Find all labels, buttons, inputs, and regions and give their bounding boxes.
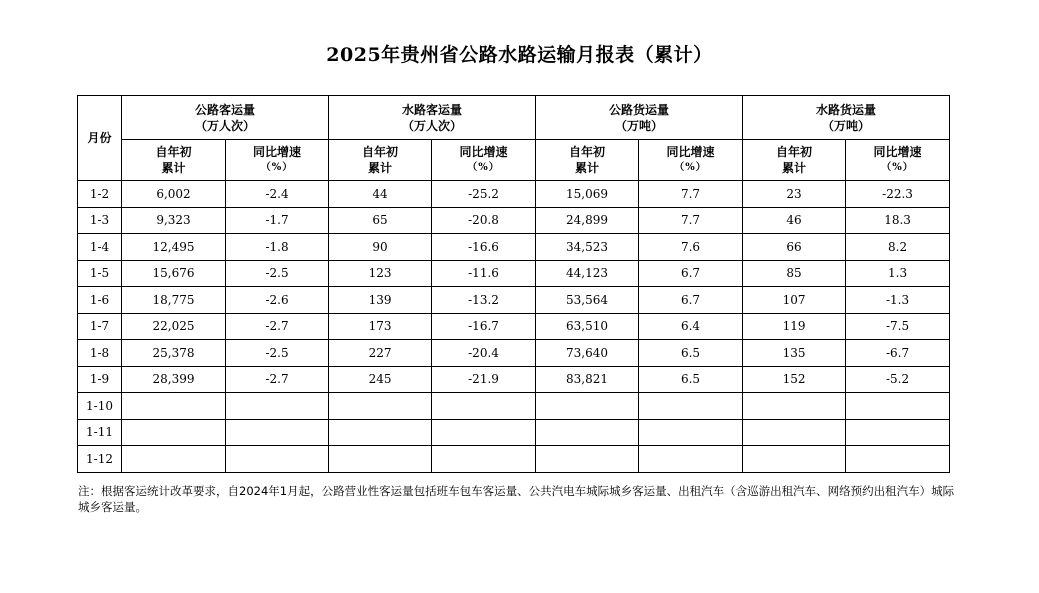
cumulative-cell: 44: [329, 181, 432, 208]
table-row: [78, 181, 950, 208]
group-name: 公路客运量: [195, 102, 256, 117]
cumulative-cell: 15,069: [536, 181, 639, 208]
cumulative-cell: 135: [743, 340, 846, 367]
month-cell: 1-7: [78, 313, 122, 340]
month-cell: 1-5: [78, 260, 122, 287]
transport-report-table: [77, 95, 950, 473]
yoy-cell: [846, 393, 950, 420]
month-cell: 1-9: [78, 366, 122, 393]
cumulative-cell: 123: [329, 260, 432, 287]
yoy-cell: 6.5: [639, 340, 743, 367]
yoy-cell: -7.5: [846, 313, 950, 340]
yoy-cell: 6.4: [639, 313, 743, 340]
yoy-cell: -20.4: [432, 340, 536, 367]
yoy-cell: -13.2: [432, 287, 536, 314]
yoy-cell: [639, 446, 743, 473]
table-row: [78, 366, 950, 393]
yoy-cell: 7.7: [639, 181, 743, 208]
group-unit: （万人次）: [195, 118, 256, 133]
cumulative-cell: [743, 446, 846, 473]
month-cell: 1-3: [78, 207, 122, 234]
cumulative-cell: [122, 446, 226, 473]
table-row: [78, 393, 950, 420]
group-unit: （万人次）: [402, 118, 463, 133]
footnote: 注：根据客运统计改革要求，自2024年1月起，公路营业性客运量包括班车包车客运量、公共汽电车城际城乡客运量、出租汽车（含巡游出租汽车、网络预约出租汽车）城际城乡客运量。: [78, 484, 955, 514]
cumulative-cell: 139: [329, 287, 432, 314]
group-header-water-passenger: [329, 96, 536, 140]
cumulative-cell: [743, 419, 846, 446]
yoy-cell: -2.7: [226, 313, 329, 340]
cumulative-cell: [743, 393, 846, 420]
subheader-yoy: 同比增速 （%）: [639, 140, 743, 181]
group-header-road-freight: [536, 96, 743, 140]
yoy-cell: [226, 393, 329, 420]
cumulative-cell: 25,378: [122, 340, 226, 367]
yoy-cell: [432, 419, 536, 446]
group-name: 公路货运量: [609, 102, 670, 117]
month-cell: 1-10: [78, 393, 122, 420]
cumulative-cell: 24,899: [536, 207, 639, 234]
cumulative-cell: [536, 446, 639, 473]
yoy-cell: -11.6: [432, 260, 536, 287]
cumulative-cell: 34,523: [536, 234, 639, 261]
yoy-cell: [432, 446, 536, 473]
subheader-cumulative: 自年初 累计: [329, 140, 432, 181]
yoy-cell: [226, 446, 329, 473]
table-row: [78, 260, 950, 287]
group-header-road-passenger: [122, 96, 329, 140]
cumulative-cell: 107: [743, 287, 846, 314]
yoy-cell: -22.3: [846, 181, 950, 208]
cumulative-cell: 6,002: [122, 181, 226, 208]
cumulative-cell: 85: [743, 260, 846, 287]
month-cell: 1-8: [78, 340, 122, 367]
cumulative-cell: [122, 393, 226, 420]
cumulative-cell: 65: [329, 207, 432, 234]
cumulative-cell: 53,564: [536, 287, 639, 314]
yoy-cell: [226, 419, 329, 446]
cumulative-cell: 46: [743, 207, 846, 234]
group-name: 水路客运量: [402, 102, 463, 117]
month-cell: 1-6: [78, 287, 122, 314]
group-header-water-freight: [743, 96, 950, 140]
subheader-cumulative: 自年初 累计: [122, 140, 226, 181]
yoy-cell: -2.7: [226, 366, 329, 393]
group-unit: （万吨）: [615, 118, 664, 133]
cumulative-cell: 90: [329, 234, 432, 261]
cumulative-cell: 152: [743, 366, 846, 393]
table-row: [78, 340, 950, 367]
table-row: [78, 234, 950, 261]
yoy-cell: 7.6: [639, 234, 743, 261]
table-row: [78, 287, 950, 314]
subheader-cumulative: 自年初 累计: [743, 140, 846, 181]
group-name: 水路货运量: [816, 102, 877, 117]
group-unit: （万吨）: [822, 118, 871, 133]
yoy-cell: -6.7: [846, 340, 950, 367]
table-body: [78, 181, 950, 473]
cumulative-cell: 173: [329, 313, 432, 340]
yoy-cell: -2.4: [226, 181, 329, 208]
cumulative-cell: 12,495: [122, 234, 226, 261]
yoy-cell: 18.3: [846, 207, 950, 234]
subheader-yoy: 同比增速 （%）: [846, 140, 950, 181]
yoy-cell: [432, 393, 536, 420]
cumulative-cell: [122, 419, 226, 446]
month-header: 月份: [78, 96, 122, 181]
cumulative-cell: 245: [329, 366, 432, 393]
cumulative-cell: [536, 419, 639, 446]
cumulative-cell: 28,399: [122, 366, 226, 393]
yoy-cell: [639, 393, 743, 420]
cumulative-cell: 18,775: [122, 287, 226, 314]
table-row: [78, 419, 950, 446]
yoy-cell: -2.6: [226, 287, 329, 314]
yoy-cell: -16.7: [432, 313, 536, 340]
yoy-cell: 8.2: [846, 234, 950, 261]
cumulative-cell: 227: [329, 340, 432, 367]
subheader-yoy: 同比增速 （%）: [432, 140, 536, 181]
yoy-cell: 6.7: [639, 287, 743, 314]
yoy-cell: [846, 419, 950, 446]
header-row-subcolumns: [78, 140, 950, 181]
yoy-cell: [846, 446, 950, 473]
subheader-yoy: 同比增速 （%）: [226, 140, 329, 181]
cumulative-cell: 83,821: [536, 366, 639, 393]
cumulative-cell: 66: [743, 234, 846, 261]
yoy-cell: 7.7: [639, 207, 743, 234]
yoy-cell: -2.5: [226, 260, 329, 287]
cumulative-cell: 15,676: [122, 260, 226, 287]
yoy-cell: -20.8: [432, 207, 536, 234]
yoy-cell: 6.5: [639, 366, 743, 393]
header-row-groups: [78, 96, 950, 140]
yoy-cell: -25.2: [432, 181, 536, 208]
cumulative-cell: [536, 393, 639, 420]
cumulative-cell: 9,323: [122, 207, 226, 234]
yoy-cell: -21.9: [432, 366, 536, 393]
cumulative-cell: 44,123: [536, 260, 639, 287]
yoy-cell: -5.2: [846, 366, 950, 393]
cumulative-cell: 22,025: [122, 313, 226, 340]
table-row: [78, 446, 950, 473]
cumulative-cell: 73,640: [536, 340, 639, 367]
month-cell: 1-11: [78, 419, 122, 446]
yoy-cell: -16.6: [432, 234, 536, 261]
yoy-cell: 1.3: [846, 260, 950, 287]
table-row: [78, 313, 950, 340]
yoy-cell: [639, 419, 743, 446]
yoy-cell: -1.7: [226, 207, 329, 234]
subheader-cumulative: 自年初 累计: [536, 140, 639, 181]
cumulative-cell: [329, 446, 432, 473]
cumulative-cell: 23: [743, 181, 846, 208]
month-cell: 1-12: [78, 446, 122, 473]
page-title: 2025年贵州省公路水路运输月报表（累计）: [326, 44, 713, 66]
month-cell: 1-2: [78, 181, 122, 208]
yoy-cell: -1.3: [846, 287, 950, 314]
cumulative-cell: [329, 393, 432, 420]
yoy-cell: -2.5: [226, 340, 329, 367]
yoy-cell: 6.7: [639, 260, 743, 287]
yoy-cell: -1.8: [226, 234, 329, 261]
cumulative-cell: 119: [743, 313, 846, 340]
cumulative-cell: 63,510: [536, 313, 639, 340]
table-row: [78, 207, 950, 234]
cumulative-cell: [329, 419, 432, 446]
month-cell: 1-4: [78, 234, 122, 261]
